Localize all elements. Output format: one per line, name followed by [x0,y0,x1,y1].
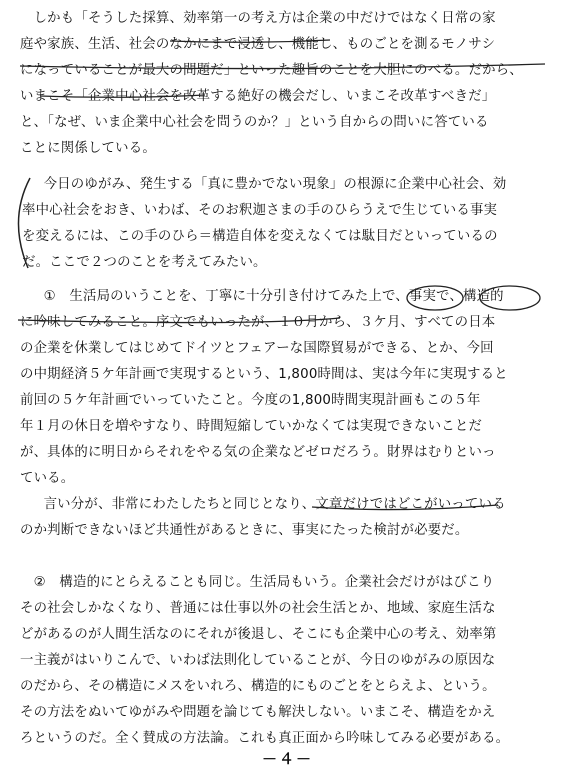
text-line: 前回の５ケ年計画でいっていたこと。今度の1,800時間実現計画もこの５年 [20,393,481,408]
text-line: ことに関係している。 [20,141,156,156]
text-line: どがあるのが人間生活なのにそれが後退し、そこにも企業中心の考え、効率第 [20,627,497,642]
text-line: ① 生活局のいうことを、丁寧に十分引き付けてみた上で、事実で、構造的 [30,289,504,304]
text-line: 率中心社会をおき、いわば、そのお釈迦さまの手のひらうえで生じている事実 [22,203,498,218]
text-line: になっていることが最大の問題だ」といった趣旨のことを大胆にのべる。だから、 [20,63,523,78]
text-line: を変えるには、この手のひら＝構造自体を変えなくては駄目だといっているの [22,229,498,244]
text-line: いまこそ「企業中心社会を改革する絶好の機会だし、いまこそ改革すべきだ」 [20,89,496,104]
text-line: ている。 [20,471,75,486]
page-number: －４－ [262,750,314,768]
text-line: その方法をぬいてゆがみや問題を論じても解決しない。いまこそ、構造をかえ [20,705,496,720]
text-line: ② 構造的にとらえることも同じ。生活局もいう。企業社会だけがはびこり [20,575,495,590]
text-line: 庭や家族、生活、社会のなかにまで浸透し、機能し、ものごとを測るモノサシ [20,37,496,52]
text-line: が、具体的に明日からそれをやる気の企業などゼロだろう。財界はむりといっ [20,445,496,460]
text-line: だ。ここで２つのことを考えてみたい。 [22,255,267,270]
text-line: のか判断できないほど共通性があるときに、事実にたった検討が必要だ。 [20,523,469,538]
text-line: その社会しかなくなり、普通には仕事以外の社会生活とか、地域、家庭生活な [20,601,496,616]
text-line: と、「なぜ、いま企業中心社会を問うのか？」という自からの問いに答ている [20,115,489,130]
text-line: に吟味してみること。序文でもいったが、１０月から、３ケ月、すべての日本 [20,315,496,330]
text-line: のだから、その構造にメスをいれろ、構造的にものごとをとらえよ、という。 [20,679,496,694]
text-line: の企業を休業してはじめてドイツとフェアーな国際貿易ができる、とか、今回 [20,341,494,356]
text-line: の中期経済５ケ年計画で実現するという、1,800時間は、実は今年に実現すると [20,367,508,382]
text-line: 今日のゆがみ、発生する「真に豊かでない現象」の根源に企業中心社会、効 [30,177,507,192]
text-line: 年１月の休日を増やすなり、時間短縮していかなくては実現できないことだ [20,419,483,434]
text-line: 一主義がはいりこんで、いわば法則化していることが、今日のゆがみの原因な [20,653,496,668]
text-line: ろというのだ。全く賛成の方法論。これも真正面から吟味してみる必要がある。 [20,731,510,746]
text-line: しかも「そうした採算、効率第一の考え方は企業の中だけではなく日常の家 [20,11,496,26]
text-line: 言い分が、非常にわたしたちと同じとなり、文章だけではどこがいっている [30,497,506,512]
